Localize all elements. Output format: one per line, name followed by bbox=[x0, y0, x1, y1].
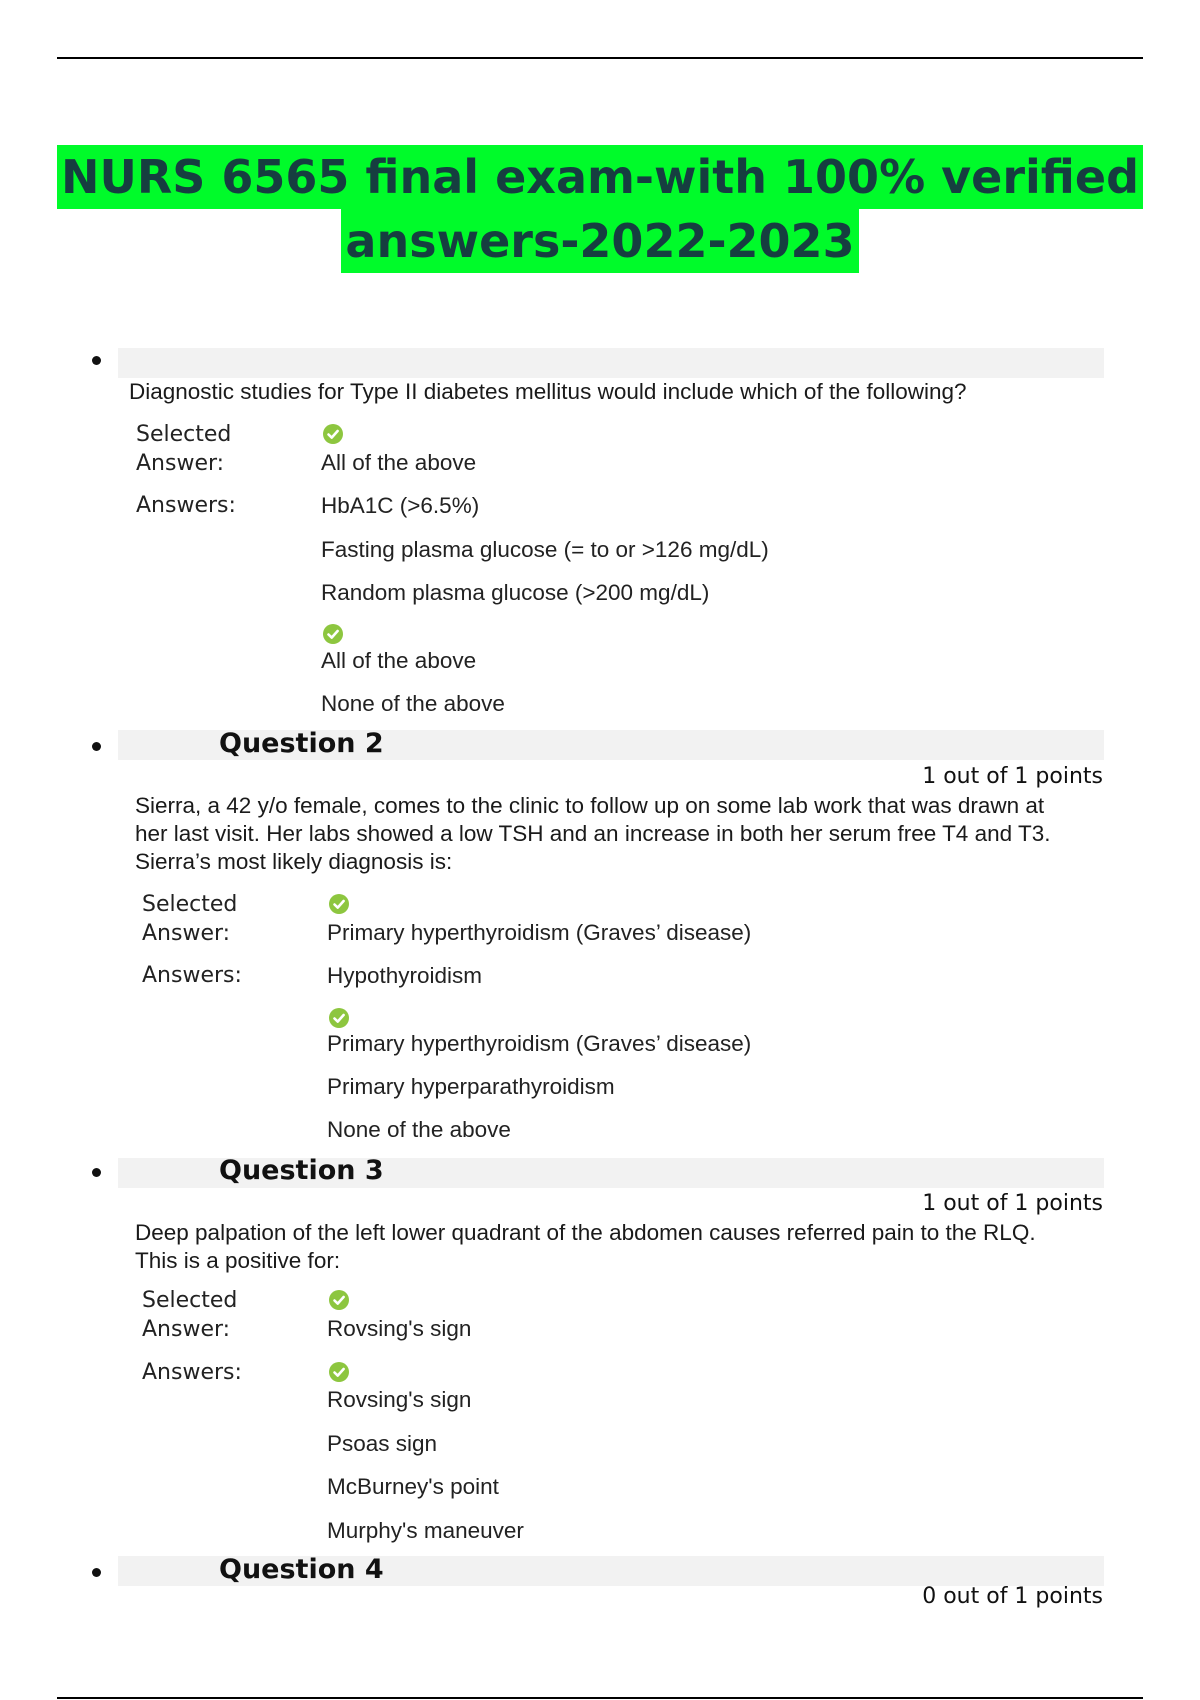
correct-check-icon bbox=[329, 1362, 349, 1382]
bullet bbox=[92, 742, 101, 751]
question-title: Question 2 bbox=[219, 728, 384, 759]
correct-check-icon bbox=[323, 424, 343, 444]
top-rule bbox=[57, 57, 1143, 59]
document-title bbox=[0, 145, 1200, 273]
bottom-rule bbox=[57, 1697, 1143, 1699]
answer-option-correct: All of the above bbox=[321, 648, 477, 673]
question-header-bar bbox=[118, 348, 1104, 378]
answer-option: McBurney's point bbox=[327, 1474, 499, 1499]
question-points: 0 out of 1 points bbox=[922, 1584, 1103, 1609]
answer-option: HbA1C (>6.5%) bbox=[321, 493, 480, 518]
answers-label: Answers: bbox=[142, 1360, 242, 1385]
bullet bbox=[92, 356, 101, 365]
correct-check-icon bbox=[329, 1008, 349, 1028]
selected-answer-label: Selected Answer: bbox=[142, 892, 238, 946]
correct-check-icon bbox=[329, 1290, 349, 1310]
answer-option: None of the above bbox=[321, 691, 505, 716]
answer-option: Fasting plasma glucose (= to or >126 mg/dL) bbox=[321, 537, 769, 562]
title-line-1: NURS 6565 final exam-with 100% verified bbox=[57, 145, 1143, 209]
question-points: 1 out of 1 points bbox=[922, 764, 1103, 789]
answer-option: Random plasma glucose (>200 mg/dL) bbox=[321, 580, 710, 605]
answer-option: Hypothyroidism bbox=[327, 963, 483, 988]
question-title: Question 3 bbox=[219, 1155, 384, 1186]
answer-option: Primary hyperparathyroidism bbox=[327, 1074, 615, 1099]
selected-answer-value: Rovsing's sign bbox=[327, 1316, 472, 1341]
bullet bbox=[92, 1168, 101, 1177]
answer-option: Psoas sign bbox=[327, 1431, 438, 1456]
question-text: Diagnostic studies for Type II diabetes mellitus would include which of the following? bbox=[129, 379, 967, 404]
answer-option: Murphy's maneuver bbox=[327, 1518, 524, 1543]
selected-answer-value: All of the above bbox=[321, 450, 477, 475]
question-points: 1 out of 1 points bbox=[922, 1191, 1103, 1216]
question-text: Deep palpation of the left lower quadrant of the abdomen causes referred pain to the RLQ. This is a positive for: bbox=[135, 1220, 1036, 1273]
answer-option-correct: Primary hyperthyroidism (Graves’ disease) bbox=[327, 1031, 752, 1056]
question-text: Sierra, a 42 y/o female, comes to the clinic to follow up on some lab work that was drawn at her last visit. Her labs showed a low TSH and an increase in both her serum free T4 and T3. Sierra’s most likely diagnosis is: bbox=[135, 793, 1051, 874]
answer-option-correct: Rovsing's sign bbox=[327, 1387, 472, 1412]
answer-option: None of the above bbox=[327, 1117, 511, 1142]
correct-check-icon bbox=[323, 624, 343, 644]
question-title: Question 4 bbox=[219, 1554, 384, 1585]
selected-answer-label: Selected Answer: bbox=[136, 422, 232, 476]
bullet bbox=[92, 1568, 101, 1577]
correct-check-icon bbox=[329, 894, 349, 914]
selected-answer-label: Selected Answer: bbox=[142, 1288, 238, 1342]
answers-label: Answers: bbox=[142, 963, 242, 988]
answers-label: Answers: bbox=[136, 493, 236, 518]
question-points-clip bbox=[922, 1584, 1103, 1609]
title-line-2: answers-2022-2023 bbox=[341, 209, 858, 273]
selected-answer-value: Primary hyperthyroidism (Graves’ disease) bbox=[327, 920, 752, 945]
